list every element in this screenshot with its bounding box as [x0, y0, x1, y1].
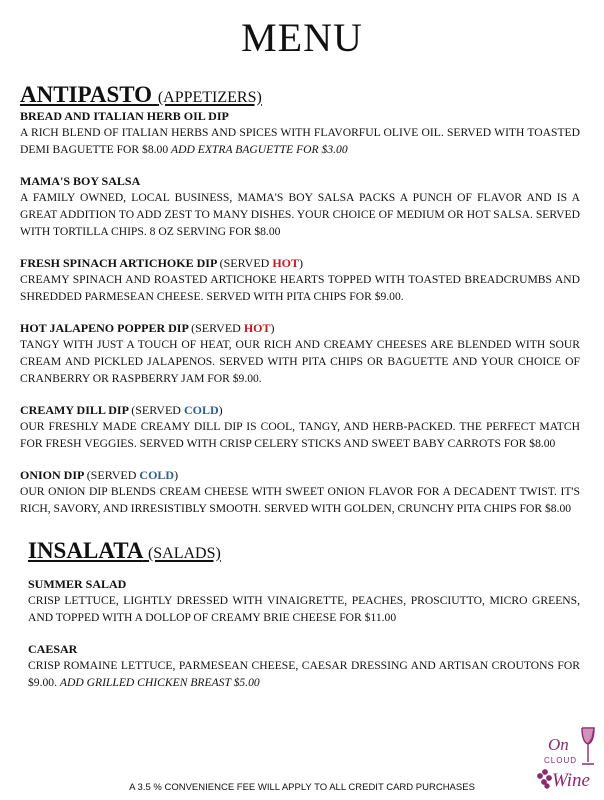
item-name: ONION DIP: [20, 468, 84, 482]
antipasto-section: [20, 82, 580, 532]
item-qualifier: [191, 321, 274, 335]
qualifier-prefix: (SERVED: [219, 256, 273, 270]
qualifier-suffix: ): [218, 403, 223, 417]
cold-label: COLD: [183, 403, 219, 417]
item-name: CREAMY DILL DIP: [20, 403, 129, 417]
item-description: TANGY WITH JUST A TOUCH OF HEAT, OUR RICH AND CREAMY CHEESES ARE BLENDED WITH SOUR CREAM AND PICKLED JALAPENOS. SERVED WITH PITA CHIPS OR BAGUETTE AND YOUR CHOICE OF CRANBERRY OR RASPBERRY JAM FOR $9.00.: [20, 338, 580, 385]
item-description-text: CRISP ROMAINE LETTUCE, PARMESEAN CHEESE, CAESAR DRESSING AND ARTISAN CROUTONS FOR $9.00.: [28, 659, 580, 689]
item-name: BREAD AND ITALIAN HERB OIL DIP: [20, 109, 229, 123]
menu-item-onion-dip: [20, 467, 580, 517]
qualifier-prefix: (SERVED: [131, 403, 184, 417]
item-name-row: [20, 467, 580, 483]
page-title: MENU: [241, 15, 363, 60]
item-description: [28, 657, 580, 691]
menu-item-bread-dip: [20, 108, 580, 158]
item-name: FRESH SPINACH ARTICHOKE DIP: [20, 256, 217, 270]
menu-item-jalapeno-popper-dip: [20, 320, 580, 387]
item-name-row: [20, 255, 580, 271]
qualifier-suffix: ): [299, 256, 304, 270]
qualifier-prefix: (SERVED: [191, 321, 244, 335]
item-name: MAMA'S BOY SALSA: [20, 174, 141, 188]
item-name: SUMMER SALAD: [28, 577, 127, 591]
item-description-text: A RICH BLEND OF ITALIAN HERBS AND SPICES WITH FLAVORFUL OLIVE OIL. SERVED WITH TOASTED DEMI BAGUETTE FOR $8.00: [20, 126, 580, 156]
menu-item-mamas-boy-salsa: [20, 173, 580, 240]
insalata-title: INSALATA: [28, 538, 143, 563]
hot-label: HOT: [272, 256, 300, 270]
item-description: CRISP LETTUCE, LIGHTLY DRESSED WITH VINAIGRETTE, PEACHES, PROSCIUTTO, MICRO GREENS, AND TOPPED WITH A DOLLOP OF CREAMY BRIE CHEESE FOR $11.00: [28, 594, 580, 624]
item-extra: ADD GRILLED CHICKEN BREAST $5.00: [59, 676, 260, 689]
item-description: CREAMY SPINACH AND ROASTED ARTICHOKE HEARTS TOPPED WITH TOASTED BREADCRUMBS AND SHREDDED PARMESEAN CHEESE. SERVED WITH PITA CHIPS FOR $9.00.: [20, 273, 580, 303]
antipasto-subtitle: (APPETIZERS): [157, 89, 262, 106]
hot-label: HOT: [243, 321, 271, 335]
menu-item-caesar: [28, 641, 580, 691]
item-name: HOT JALAPENO POPPER DIP: [20, 321, 189, 335]
logo-line3: Wine: [552, 770, 590, 791]
menu-item-summer-salad: [28, 576, 580, 626]
item-description: OUR ONION DIP BLENDS CREAM CHEESE WITH SWEET ONION FLAVOR FOR A DECADENT TWIST. IT'S RICH, SAVORY, AND IRRESISTIBLY SMOOTH. SERVED WITH GOLDEN, CRUNCHY PITA CHIPS FOR $8.00: [20, 485, 580, 515]
menu-item-creamy-dill-dip: [20, 402, 580, 452]
item-description: A FAMILY OWNED, LOCAL BUSINESS, MAMA'S BOY SALSA PACKS A PUNCH OF FLAVOR AND IS A GREAT ADDITION TO ADD ZEST TO MANY DISHES. YOUR CHOICE OF MEDIUM OR HOT SALSA. SERVED WITH TORTILLA CHIPS. 8 OZ SERVING FOR $8.00: [20, 191, 580, 238]
insalata-section: [28, 538, 580, 706]
item-qualifier: [87, 468, 178, 482]
item-description: OUR FRESHLY MADE CREAMY DILL DIP IS COOL, TANGY, AND HERB-PACKED. THE PERFECT MATCH FOR FRESH VEGGIES. SERVED WITH CRISP CELERY STICKS AND SWEET BABY CARROTS FOR $8.00: [20, 420, 580, 450]
antipasto-heading: [20, 82, 580, 108]
cold-label: COLD: [139, 468, 175, 482]
menu-item-spinach-artichoke-dip: [20, 255, 580, 305]
item-extra: ADD EXTRA BAGUETTE FOR $3.00: [171, 143, 348, 156]
qualifier-suffix: ): [174, 468, 179, 482]
credit-card-fee-notice: A 3.5 % CONVENIENCE FEE WILL APPLY TO ALL CREDIT CARD PURCHASES: [129, 782, 475, 793]
item-name-row: [20, 402, 580, 418]
item-qualifier: [220, 256, 303, 270]
insalata-subtitle: (SALADS): [147, 545, 221, 562]
qualifier-prefix: (SERVED: [86, 468, 140, 482]
item-name-row: [20, 320, 580, 336]
item-name: CAESAR: [28, 642, 78, 656]
logo-line1: On: [548, 735, 569, 754]
item-qualifier: [131, 403, 222, 417]
qualifier-suffix: ): [270, 321, 275, 335]
insalata-heading: [28, 538, 580, 564]
item-description: [20, 124, 580, 158]
antipasto-title: ANTIPASTO: [20, 82, 153, 107]
logo-line2: CLOUD: [544, 756, 578, 765]
